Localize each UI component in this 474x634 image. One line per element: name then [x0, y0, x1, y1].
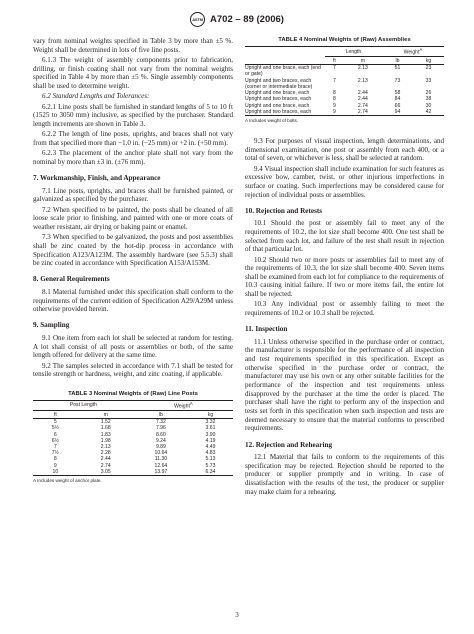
header-text: Post Length: [69, 402, 97, 409]
paragraph-6-2-3: 6.2.3 The placement of the anchor plate shall not vary from the nominal by more than ±3 in. (±76 mm).: [33, 149, 233, 166]
paragraph-9-1: 9.1 One item from each lot shall be selected at random for testing. A lot shall consist of all posts or assemblies or both, of the same length offered for delivery at the same time.: [33, 333, 233, 360]
table-cell: 5.73: [205, 462, 216, 469]
table-cell: 3.32: [205, 419, 216, 426]
paragraph-6-2-2: 6.2.2 The length of line posts, uprights, and braces shall not vary from that specified more than −1.0 in. (−25 mm) or +2 in. (+50 mm).: [33, 130, 233, 147]
unit-header: kg: [425, 57, 432, 64]
unit-header: lb: [395, 57, 400, 64]
table-cell: 12.64: [154, 462, 168, 469]
table-cell: 73: [394, 77, 401, 84]
table-cell: 6: [53, 431, 57, 438]
table-cell: 66: [394, 102, 401, 109]
section-7-heading: 7. Workmanship, Finish, and Appearance: [33, 174, 161, 183]
section-9-heading: 9. Sampling: [33, 321, 70, 330]
footnote-marker: A: [419, 47, 423, 53]
table-cell: Upright and two braces, each (corner or intermediate brace): [245, 77, 313, 90]
table-cell: 2.13: [357, 65, 368, 72]
section-12-heading: 12. Rejection and Rehearing: [245, 440, 333, 449]
table-4-header-length: [325, 47, 382, 57]
table-cell: 3.61: [205, 425, 216, 432]
table-3-header-post-length: [33, 400, 134, 410]
table-cell: 8: [332, 96, 336, 103]
table-cell: 58: [394, 90, 401, 97]
paragraph-6-2-1: 6.2.1 Line posts shall be furnished in standard lengths of 5 to 10 ft (1525 to 3050 mm) inclusive, as specified by the purchaser. Standard length increments are shown in Table 3.: [33, 102, 233, 128]
table-cell: 7: [332, 65, 336, 72]
section-11-heading: 11. Inspection: [245, 325, 288, 334]
paragraph-9-2: 9.2 The samples selected in accordance with 7.1 shall be tested for tensile strength or hardness, weight, and zinc coating, if applicable.: [33, 361, 233, 379]
table-cell: 2.13: [357, 77, 368, 84]
table-cell: 10.64: [154, 450, 168, 457]
paragraph-7-3: 7.3 When specified to be galvanized, the posts and post assemblies shall be zinc coated by the hot-dip process in accordance with Specification A123/A123M. The assembly hardware (see 5.5.3) shall be zinc coated in accordance with Specification A153/A153M.: [33, 233, 233, 268]
table-cell: 30: [425, 102, 432, 109]
header-text: Weight: [174, 403, 190, 410]
paragraph-11-1: 11.1 Unless otherwise specified in the purchase order or contract, the manufacturer is responsible for the performance of all inspection and test requirements specified in this specification. Except as otherwise specified in the purchase order or contract, the manufacturer may use his own or any other suitable facilities for the performance of the inspection and test requirements unless disapproved by the purchaser at the time the order is placed. The purchaser shall have the right to perform any of the inspection and tests set forth in this specification when such inspection and tests are deemed necessary to ensure that the material conforms to prescribed requirements.: [245, 337, 444, 433]
table-cell: 1.52: [100, 419, 111, 426]
unit-header: ft: [53, 411, 57, 418]
table-cell: 3.90: [205, 431, 216, 438]
table-cell: 5½: [51, 425, 59, 432]
table-cell: 3.05: [100, 468, 111, 475]
table-cell: 84: [394, 96, 401, 103]
paragraph-6-2: 6.2 Standard Lengths and Tolerances:: [42, 92, 150, 101]
table-3-footnote: A Includes weight of anchor plate.: [33, 477, 102, 483]
table-cell: 2.44: [357, 90, 368, 97]
section-8-heading: 8. General Requirements: [33, 275, 110, 284]
table-cell: 7: [332, 77, 336, 84]
table-cell: Upright and two braces, each: [245, 96, 312, 103]
table-cell: 4.83: [205, 450, 216, 457]
paragraph-8-1: 8.1 Material furnished under this specification shall conform to the requirements of the current edition of Specification A29/A29M unless otherwise provided herein.: [33, 287, 233, 314]
table-cell: 2.74: [100, 462, 111, 469]
table-cell: 2.74: [357, 102, 368, 109]
footnote-marker: A: [189, 401, 193, 407]
table-cell: 9.24: [155, 437, 166, 444]
table-cell: 5: [53, 419, 57, 426]
table-row: [245, 109, 444, 116]
table-cell: 23: [425, 65, 432, 72]
paragraph-7-2: 7.2 When specified to be painted, the posts shall be cleaned of all loose scale prior to finishing, and painted with one or more coats of weather resistant, air drying or baking paint or enamel.: [33, 205, 233, 231]
table-cell: 51: [394, 65, 401, 72]
table-cell: 2.13: [100, 443, 111, 450]
table-cell: 5.13: [205, 456, 216, 463]
table-row: [245, 78, 444, 90]
table-cell: 9: [332, 102, 336, 109]
table-cell: 94: [394, 108, 401, 115]
table-4-title: TABLE 4 Nominal Weights of (Raw) Assemblies: [278, 37, 411, 43]
paragraph-10-2: 10.2 Should two or more posts or assemblies fail to meet any of the requirements of 10.3, the lot size shall become 400. Seven items shall be examined from each lot for compliance to the requirements of 10.3 causing initial failure. If two or more items fail, the entire lot shall be rejected.: [245, 255, 444, 299]
unit-header: lb: [158, 411, 163, 418]
unit-header: m: [103, 411, 108, 418]
table-cell: 4.49: [205, 443, 216, 450]
table-4-unit-blank: [245, 57, 325, 65]
paragraph-10-3: 10.3 Any individual post or assembly failing to meet the requirements of 10.2 or 10.3 shall be rejected.: [245, 300, 444, 318]
standard-designation: A702 – 89 (2006): [210, 13, 284, 25]
table-cell: 42: [425, 108, 432, 115]
table-3: [33, 391, 233, 483]
unit-header: m: [360, 57, 365, 64]
table-cell: 2.44: [357, 96, 368, 103]
unit-header: ft: [332, 57, 336, 64]
table-cell: 6.34: [205, 468, 216, 475]
header-text: Weight: [403, 49, 420, 56]
table-cell: 2.44: [100, 456, 111, 463]
left-column: [33, 37, 233, 483]
paragraph-7-1: 7.1 Line posts, uprights, and braces shall be furnished painted, or galvanized as specified by the purchaser.: [33, 186, 233, 204]
table-cell: 1.83: [100, 431, 111, 438]
table-cell: 8: [53, 456, 57, 463]
paragraph-9-4: 9.4 Visual inspection shall include examination for such features as excessive bow, camber, twist, or other injurious imperfections in surface or coating. Such imperfections may be considered cause for rejection of individual posts or assemblies.: [245, 164, 444, 199]
table-cell: 7½: [51, 450, 59, 457]
paragraph-10-1: 10.1 Should the post or assembly fail to meet any of the requirements of 10.2, the lot size shall become 400. One test shall be selected from each lot, and failure of the test shall result in rejection of that particular lot.: [245, 219, 444, 254]
table-row: [33, 419, 233, 426]
header-text: Length: [345, 48, 362, 55]
table-3-title: TABLE 3 Nominal Weights of (Raw) Line Posts: [68, 390, 198, 397]
paragraph-12-1: 12.1 Material that fails to conform to the requirements of this specification may be rejected. Rejection should be reported to the producer or supplier promptly and in writing. In case of dissatisfaction with the results of the test, the producer or supplier may make claim for a rehearing.: [245, 453, 444, 496]
table-cell: 2.28: [100, 450, 111, 457]
table-cell: 38: [425, 96, 432, 103]
table-row: [245, 65, 444, 78]
table-4-header-weight: [382, 47, 444, 57]
table-cell: 1.68: [100, 425, 111, 432]
table-cell: 7: [53, 443, 57, 450]
astm-logo: [190, 12, 205, 27]
table-cell: 9: [53, 462, 57, 469]
table-cell: 1.98: [100, 437, 111, 444]
table-3-header-weight: [134, 400, 233, 410]
table-4: [245, 37, 444, 123]
right-column: [245, 37, 444, 498]
table-cell: 10: [52, 468, 59, 475]
table-cell: 2.74: [357, 108, 368, 115]
table-3-grid: [33, 400, 233, 476]
paragraph-9-3: 9.3 For purposes of visual inspection, length determinations, and dimensional examination, one post or assembly from each 400, or a total of seven, or whichever is less, shall be selected at random.: [245, 136, 444, 163]
table-4-header-blank: [245, 47, 325, 57]
page-header: [0, 11, 474, 27]
table-cell: 13.97: [154, 468, 168, 475]
unit-header: kg: [207, 411, 214, 418]
table-cell: 26: [425, 90, 432, 97]
table-cell: Upright and two braces, each: [245, 108, 312, 115]
table-cell: Upright and one brace, each (end or gate): [245, 65, 321, 78]
page-number: 3: [235, 611, 239, 619]
table-cell: Upright and one brace, each: [245, 90, 310, 97]
paragraph-6-1-3: 6.1.3 The weight of assembly components prior to fabrication, drilling, or finish coating shall not vary from the nominal weights specified in Table 4 by more than ±5 %. Single assembly components shall be used to determine weight.: [33, 56, 233, 90]
table-cell: 4.19: [205, 437, 216, 444]
table-cell: Upright and one brace, each: [245, 102, 310, 109]
section-10-heading: 10. Rejection and Retests: [245, 206, 323, 215]
table-row: [33, 469, 233, 476]
table-cell: 7.96: [155, 425, 166, 432]
logo-text: ASTM: [192, 16, 203, 22]
table-4-grid: [245, 46, 444, 116]
paragraph-weight-tolerance: vary from nominal weights specified in Table 3 by more than ±5 %. Weight shall be determined in lots of five line posts.: [33, 37, 233, 54]
table-cell: 9.89: [155, 443, 166, 450]
table-cell: 33: [425, 77, 432, 84]
table-cell: 8: [332, 90, 336, 97]
table-cell: 9: [332, 108, 336, 115]
table-cell: 6½: [51, 437, 59, 444]
table-4-footnote: A Includes weight of bolts.: [245, 117, 299, 123]
table-cell: 7.32: [155, 419, 166, 426]
table-cell: 8.60: [155, 431, 166, 438]
table-cell: 11.30: [154, 456, 168, 463]
